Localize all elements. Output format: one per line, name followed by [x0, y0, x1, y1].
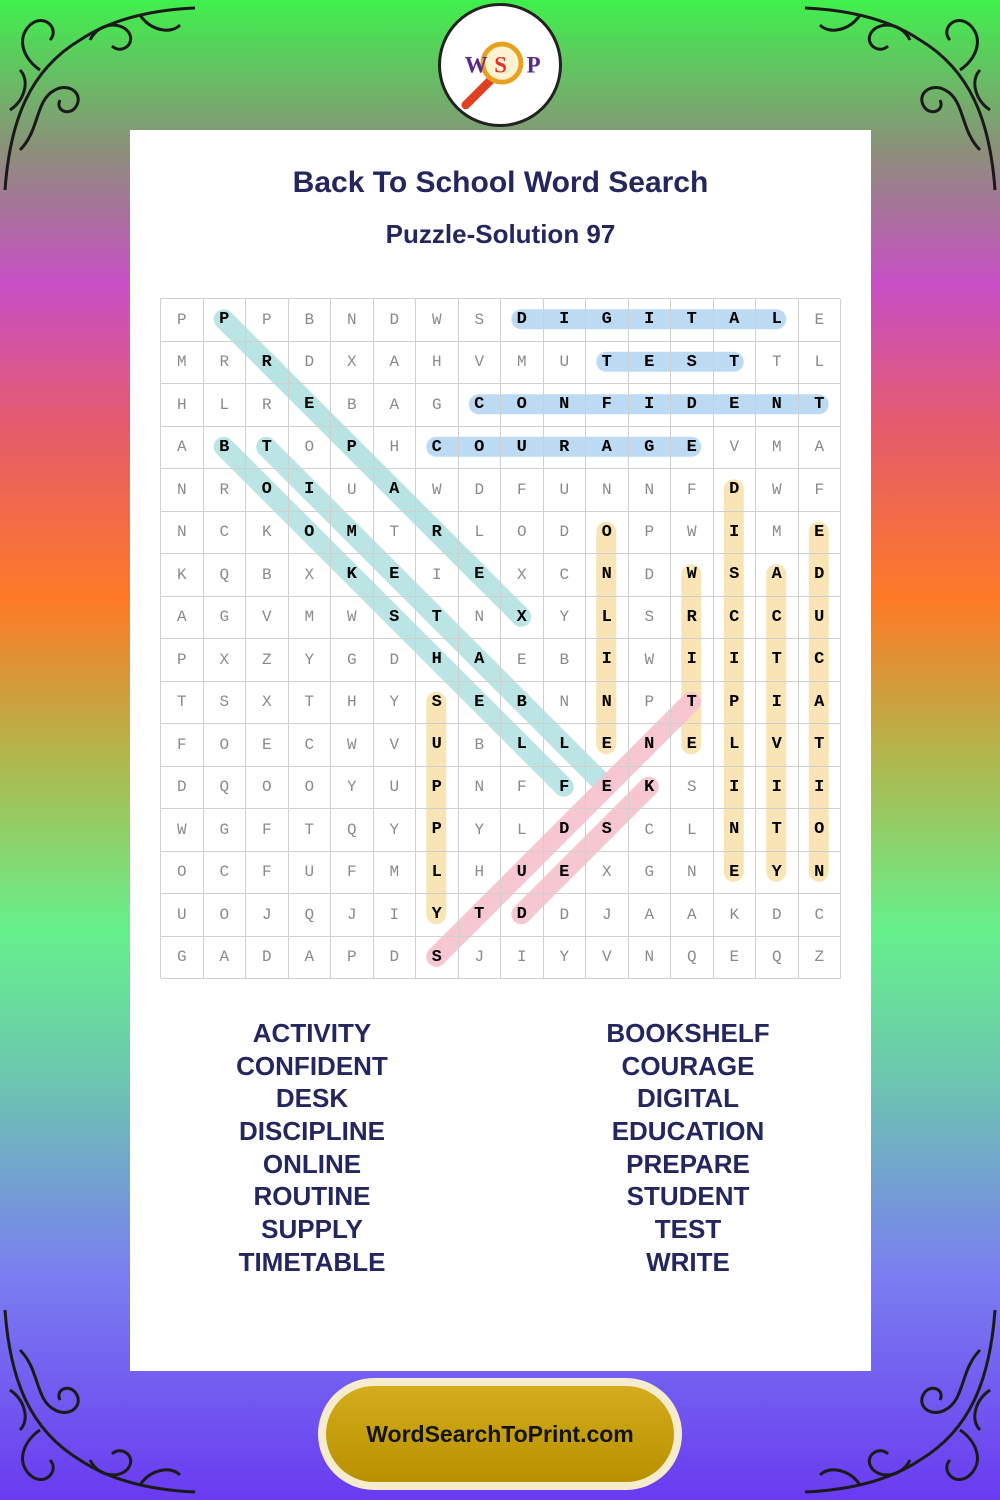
grid-cell[interactable]: L: [799, 342, 842, 385]
grid-cell[interactable]: S: [714, 554, 757, 597]
grid-cell[interactable]: E: [671, 427, 714, 470]
grid-cell[interactable]: R: [246, 384, 289, 427]
grid-cell[interactable]: X: [586, 852, 629, 895]
grid-cell[interactable]: K: [714, 894, 757, 937]
grid-cell[interactable]: V: [714, 427, 757, 470]
grid-cell[interactable]: P: [331, 937, 374, 980]
grid-cell[interactable]: O: [246, 767, 289, 810]
grid-cell[interactable]: Q: [289, 894, 332, 937]
grid-cell[interactable]: F: [246, 809, 289, 852]
grid-cell[interactable]: A: [756, 554, 799, 597]
grid-cell[interactable]: J: [459, 937, 502, 980]
grid-cell[interactable]: A: [289, 937, 332, 980]
word-list-item: TEST: [654, 1214, 722, 1245]
grid-cell[interactable]: C: [459, 384, 502, 427]
grid-cell[interactable]: X: [501, 554, 544, 597]
grid-cell[interactable]: Y: [544, 597, 587, 640]
grid-cell[interactable]: X: [204, 639, 247, 682]
grid-cell[interactable]: N: [714, 809, 757, 852]
grid-cell[interactable]: O: [204, 894, 247, 937]
grid-cell[interactable]: N: [586, 554, 629, 597]
grid-cell[interactable]: P: [161, 639, 204, 682]
grid-cell[interactable]: B: [544, 639, 587, 682]
grid-cell[interactable]: D: [459, 469, 502, 512]
grid-cell[interactable]: C: [204, 512, 247, 555]
grid-cell[interactable]: T: [799, 384, 842, 427]
grid-cell[interactable]: I: [289, 469, 332, 512]
word-search-grid-area: [160, 298, 840, 978]
word-list-item: BOOKSHELF: [606, 1018, 770, 1048]
grid-cell[interactable]: W: [161, 809, 204, 852]
grid-cell[interactable]: E: [459, 682, 502, 725]
website-button-label: WordSearchToPrint.com: [326, 1386, 674, 1482]
grid-cell[interactable]: I: [501, 937, 544, 980]
grid-cell[interactable]: Z: [246, 639, 289, 682]
word-list-left-column: [162, 1017, 462, 1279]
magnifier-logo-icon: [441, 6, 559, 124]
grid-cell[interactable]: I: [544, 299, 587, 342]
word-search-grid: [160, 298, 840, 978]
grid-cell[interactable]: N: [629, 469, 672, 512]
grid-cell[interactable]: M: [289, 597, 332, 640]
grid-cell[interactable]: K: [331, 554, 374, 597]
grid-cell[interactable]: P: [629, 682, 672, 725]
grid-cell[interactable]: S: [204, 682, 247, 725]
grid-cell[interactable]: P: [161, 299, 204, 342]
puzzle-title: Back To School Word Search: [292, 166, 709, 199]
grid-cell[interactable]: V: [246, 597, 289, 640]
grid-cell[interactable]: G: [629, 852, 672, 895]
grid-cell[interactable]: I: [714, 639, 757, 682]
grid-cell[interactable]: A: [586, 427, 629, 470]
grid-cell[interactable]: A: [204, 937, 247, 980]
grid-cell[interactable]: G: [161, 937, 204, 980]
word-list-item: TIMETABLE: [238, 1246, 386, 1277]
grid-cell[interactable]: V: [756, 724, 799, 767]
grid-cell[interactable]: E: [799, 299, 842, 342]
grid-cell[interactable]: I: [671, 639, 714, 682]
grid-cell[interactable]: D: [501, 299, 544, 342]
grid-cell[interactable]: G: [204, 597, 247, 640]
grid-cell[interactable]: A: [671, 894, 714, 937]
grid-cell[interactable]: N: [459, 767, 502, 810]
grid-cell[interactable]: I: [714, 512, 757, 555]
grid-cell[interactable]: I: [586, 639, 629, 682]
grid-cell[interactable]: U: [501, 852, 544, 895]
word-list-right-column: [538, 1017, 838, 1279]
grid-cell[interactable]: B: [289, 299, 332, 342]
grid-cell[interactable]: A: [161, 597, 204, 640]
grid-cell[interactable]: Y: [331, 767, 374, 810]
grid-cell[interactable]: R: [204, 342, 247, 385]
grid-cell[interactable]: C: [204, 852, 247, 895]
grid-cell[interactable]: F: [501, 469, 544, 512]
grid-cell[interactable]: D: [374, 937, 417, 980]
grid-cell[interactable]: H: [416, 639, 459, 682]
grid-cell[interactable]: U: [289, 852, 332, 895]
grid-cell[interactable]: T: [459, 894, 502, 937]
grid-cell[interactable]: L: [501, 724, 544, 767]
grid-cell[interactable]: T: [714, 342, 757, 385]
grid-cell[interactable]: N: [544, 384, 587, 427]
grid-cell[interactable]: T: [161, 682, 204, 725]
grid-cell[interactable]: F: [161, 724, 204, 767]
grid-cell[interactable]: R: [544, 427, 587, 470]
grid-cell[interactable]: W: [671, 554, 714, 597]
word-list-item: DIGITAL: [636, 1083, 740, 1114]
grid-cell[interactable]: X: [246, 682, 289, 725]
grid-cell[interactable]: T: [671, 682, 714, 725]
grid-cell[interactable]: O: [289, 767, 332, 810]
grid-cell[interactable]: A: [374, 384, 417, 427]
grid-cell[interactable]: P: [714, 682, 757, 725]
grid-cell[interactable]: D: [629, 554, 672, 597]
word-list-item: STUDENT: [626, 1181, 750, 1212]
grid-cell[interactable]: H: [331, 682, 374, 725]
grid-cell[interactable]: Q: [756, 937, 799, 980]
grid-cell[interactable]: N: [586, 682, 629, 725]
grid-cell[interactable]: Q: [331, 809, 374, 852]
grid-cell[interactable]: G: [586, 299, 629, 342]
grid-cell[interactable]: W: [671, 512, 714, 555]
grid-cell[interactable]: C: [416, 427, 459, 470]
grid-cell[interactable]: U: [501, 427, 544, 470]
grid-cell[interactable]: A: [161, 427, 204, 470]
grid-cell[interactable]: T: [756, 342, 799, 385]
grid-cell[interactable]: P: [204, 299, 247, 342]
word-list-item: ROUTINE: [253, 1181, 371, 1212]
grid-cell[interactable]: N: [459, 597, 502, 640]
grid-cell[interactable]: E: [714, 852, 757, 895]
grid-cell[interactable]: G: [416, 384, 459, 427]
grid-cell[interactable]: O: [289, 512, 332, 555]
word-list-item: DISCIPLINE: [239, 1116, 385, 1147]
grid-cell[interactable]: Y: [459, 809, 502, 852]
grid-cell[interactable]: X: [501, 597, 544, 640]
grid-cell[interactable]: W: [629, 639, 672, 682]
grid-cell[interactable]: U: [799, 597, 842, 640]
word-list-item: CONFIDENT: [236, 1050, 388, 1081]
grid-cell[interactable]: S: [629, 597, 672, 640]
grid-cell[interactable]: N: [629, 724, 672, 767]
grid-cell[interactable]: C: [289, 724, 332, 767]
grid-cell[interactable]: R: [416, 512, 459, 555]
grid-cell[interactable]: G: [629, 427, 672, 470]
grid-cell[interactable]: N: [161, 469, 204, 512]
grid-cell[interactable]: D: [374, 299, 417, 342]
logo-letter-p: P: [526, 52, 541, 78]
grid-cell[interactable]: V: [586, 937, 629, 980]
grid-cell[interactable]: C: [544, 554, 587, 597]
grid-cell[interactable]: F: [799, 469, 842, 512]
grid-cell[interactable]: O: [586, 512, 629, 555]
grid-cell[interactable]: I: [756, 767, 799, 810]
grid-cell[interactable]: M: [161, 342, 204, 385]
grid-cell[interactable]: E: [246, 724, 289, 767]
grid-cell[interactable]: E: [459, 554, 502, 597]
grid-cell[interactable]: N: [799, 852, 842, 895]
grid-cell[interactable]: K: [161, 554, 204, 597]
grid-cell[interactable]: D: [544, 809, 587, 852]
grid-cell[interactable]: A: [374, 469, 417, 512]
grid-cell[interactable]: U: [544, 342, 587, 385]
grid-cell[interactable]: D: [714, 469, 757, 512]
word-list-item: COURAGE: [621, 1050, 755, 1081]
word-list-item: WRITE: [646, 1246, 730, 1277]
grid-cell[interactable]: N: [756, 384, 799, 427]
grid-cell[interactable]: W: [756, 469, 799, 512]
grid-cell[interactable]: E: [714, 937, 757, 980]
grid-cell[interactable]: Q: [671, 937, 714, 980]
grid-cell[interactable]: H: [416, 342, 459, 385]
grid-cell[interactable]: B: [501, 682, 544, 725]
grid-cell[interactable]: F: [331, 852, 374, 895]
grid-cell[interactable]: S: [416, 682, 459, 725]
grid-cell[interactable]: M: [374, 852, 417, 895]
grid-cell[interactable]: L: [756, 299, 799, 342]
grid-cell[interactable]: E: [799, 512, 842, 555]
grid-cell[interactable]: O: [161, 852, 204, 895]
grid-cell[interactable]: Y: [756, 852, 799, 895]
grid-cell[interactable]: T: [246, 427, 289, 470]
grid-cell[interactable]: A: [799, 427, 842, 470]
grid-cell[interactable]: Y: [416, 894, 459, 937]
grid-cell[interactable]: Y: [374, 682, 417, 725]
grid-cell[interactable]: T: [756, 809, 799, 852]
grid-cell[interactable]: E: [629, 342, 672, 385]
grid-cell[interactable]: L: [416, 852, 459, 895]
grid-cell[interactable]: M: [756, 427, 799, 470]
grid-cell[interactable]: N: [586, 469, 629, 512]
grid-cell[interactable]: E: [374, 554, 417, 597]
grid-cell[interactable]: W: [331, 597, 374, 640]
grid-cell[interactable]: P: [246, 299, 289, 342]
grid-cell[interactable]: C: [756, 597, 799, 640]
grid-cell[interactable]: C: [714, 597, 757, 640]
grid-cell[interactable]: T: [289, 809, 332, 852]
grid-cell[interactable]: K: [629, 767, 672, 810]
grid-cell[interactable]: N: [671, 852, 714, 895]
puzzle-subtitle: Puzzle-Solution 97: [385, 219, 616, 249]
grid-cell[interactable]: L: [586, 597, 629, 640]
grid-cell[interactable]: D: [799, 554, 842, 597]
grid-cell[interactable]: U: [331, 469, 374, 512]
grid-cell[interactable]: O: [204, 724, 247, 767]
grid-cell[interactable]: E: [289, 384, 332, 427]
grid-cell[interactable]: A: [459, 639, 502, 682]
grid-cell[interactable]: A: [799, 682, 842, 725]
grid-cell[interactable]: N: [161, 512, 204, 555]
grid-cell[interactable]: L: [714, 724, 757, 767]
grid-cell[interactable]: P: [416, 809, 459, 852]
grid-cell[interactable]: L: [544, 724, 587, 767]
grid-cell[interactable]: I: [799, 767, 842, 810]
grid-cell[interactable]: W: [331, 724, 374, 767]
grid-cell[interactable]: D: [544, 512, 587, 555]
grid-cell[interactable]: S: [374, 597, 417, 640]
grid-cell[interactable]: G: [204, 809, 247, 852]
grid-cell[interactable]: I: [374, 894, 417, 937]
grid-cell[interactable]: E: [501, 639, 544, 682]
word-list-item: ONLINE: [262, 1148, 362, 1179]
grid-cell[interactable]: T: [586, 342, 629, 385]
grid-cell[interactable]: I: [756, 682, 799, 725]
grid-cell[interactable]: M: [501, 342, 544, 385]
grid-cell[interactable]: A: [714, 299, 757, 342]
grid-cell[interactable]: B: [331, 384, 374, 427]
grid-cell[interactable]: D: [246, 937, 289, 980]
logo-letter-w: W: [464, 52, 488, 78]
grid-cell[interactable]: D: [161, 767, 204, 810]
grid-cell[interactable]: D: [671, 384, 714, 427]
grid-cell[interactable]: P: [416, 767, 459, 810]
grid-cell[interactable]: E: [586, 767, 629, 810]
grid-cell[interactable]: A: [629, 894, 672, 937]
grid-cell[interactable]: Q: [204, 554, 247, 597]
grid-cell[interactable]: N: [544, 682, 587, 725]
grid-cell[interactable]: S: [671, 342, 714, 385]
grid-cell[interactable]: W: [416, 469, 459, 512]
grid-cell[interactable]: Y: [544, 937, 587, 980]
grid-cell[interactable]: Y: [374, 809, 417, 852]
grid-cell[interactable]: E: [586, 724, 629, 767]
grid-cell[interactable]: S: [671, 767, 714, 810]
grid-cell[interactable]: T: [374, 512, 417, 555]
grid-cell[interactable]: J: [246, 894, 289, 937]
grid-cell[interactable]: R: [204, 469, 247, 512]
grid-cell[interactable]: V: [374, 724, 417, 767]
grid-cell[interactable]: Z: [799, 937, 842, 980]
puzzle-panel: [130, 130, 871, 1371]
grid-cell[interactable]: T: [289, 682, 332, 725]
grid-cell[interactable]: O: [501, 512, 544, 555]
word-list-item: EDUCATION: [611, 1116, 765, 1147]
grid-cell[interactable]: L: [671, 809, 714, 852]
grid-cell[interactable]: C: [629, 809, 672, 852]
grid-cell[interactable]: R: [246, 342, 289, 385]
grid-cell[interactable]: S: [459, 299, 502, 342]
grid-cell[interactable]: Y: [289, 639, 332, 682]
grid-cell[interactable]: D: [374, 639, 417, 682]
grid-cell[interactable]: U: [161, 894, 204, 937]
grid-cell[interactable]: M: [331, 512, 374, 555]
grid-cell[interactable]: B: [246, 554, 289, 597]
grid-cell[interactable]: L: [459, 512, 502, 555]
grid-cell[interactable]: F: [544, 767, 587, 810]
grid-cell[interactable]: N: [629, 937, 672, 980]
grid-cell[interactable]: N: [331, 299, 374, 342]
grid-cell[interactable]: B: [459, 724, 502, 767]
word-list-item: SUPPLY: [261, 1214, 363, 1245]
grid-cell[interactable]: D: [756, 894, 799, 937]
grid-cell[interactable]: O: [459, 427, 502, 470]
grid-cell[interactable]: F: [671, 469, 714, 512]
grid-cell[interactable]: P: [629, 512, 672, 555]
grid-cell[interactable]: K: [246, 512, 289, 555]
grid-cell[interactable]: I: [629, 299, 672, 342]
grid-cell[interactable]: L: [501, 809, 544, 852]
grid-cell[interactable]: Q: [204, 767, 247, 810]
grid-cell[interactable]: F: [586, 384, 629, 427]
grid-cell[interactable]: R: [671, 597, 714, 640]
logo-letter-s: S: [494, 52, 507, 78]
grid-cell[interactable]: U: [416, 724, 459, 767]
grid-cell[interactable]: M: [756, 512, 799, 555]
word-list-item: ACTIVITY: [252, 1018, 372, 1048]
grid-cell[interactable]: U: [374, 767, 417, 810]
grid-cell[interactable]: T: [671, 299, 714, 342]
grid-cell[interactable]: L: [204, 384, 247, 427]
word-list-item: DESK: [275, 1083, 349, 1114]
grid-cell[interactable]: H: [374, 427, 417, 470]
grid-cell[interactable]: J: [586, 894, 629, 937]
grid-cell[interactable]: S: [416, 937, 459, 980]
grid-cell[interactable]: A: [374, 342, 417, 385]
grid-cell[interactable]: E: [671, 724, 714, 767]
website-button[interactable]: [318, 1378, 682, 1490]
grid-cell[interactable]: F: [501, 767, 544, 810]
grid-cell[interactable]: G: [331, 639, 374, 682]
grid-cell[interactable]: S: [586, 809, 629, 852]
grid-cell[interactable]: D: [501, 894, 544, 937]
grid-cell[interactable]: C: [799, 639, 842, 682]
grid-cell[interactable]: I: [629, 384, 672, 427]
wsp-logo[interactable]: [438, 3, 562, 127]
grid-cell[interactable]: I: [714, 767, 757, 810]
grid-cell[interactable]: D: [289, 342, 332, 385]
word-list-item: PREPARE: [626, 1148, 750, 1179]
grid-cell[interactable]: X: [331, 342, 374, 385]
grid-cell[interactable]: T: [416, 597, 459, 640]
grid-cell[interactable]: U: [544, 469, 587, 512]
grid-cell[interactable]: O: [246, 469, 289, 512]
grid-cell[interactable]: O: [501, 384, 544, 427]
grid-cell[interactable]: H: [161, 384, 204, 427]
grid-cell[interactable]: X: [289, 554, 332, 597]
grid-cell[interactable]: C: [799, 894, 842, 937]
grid-cell[interactable]: W: [416, 299, 459, 342]
grid-cell[interactable]: V: [459, 342, 502, 385]
grid-cell[interactable]: O: [799, 809, 842, 852]
grid-cell[interactable]: F: [246, 852, 289, 895]
grid-cell[interactable]: O: [289, 427, 332, 470]
grid-cell[interactable]: P: [331, 427, 374, 470]
grid-cell[interactable]: T: [799, 724, 842, 767]
grid-cell[interactable]: T: [756, 639, 799, 682]
grid-cell[interactable]: H: [459, 852, 502, 895]
grid-cell[interactable]: J: [331, 894, 374, 937]
grid-cell[interactable]: D: [544, 894, 587, 937]
grid-cell[interactable]: I: [416, 554, 459, 597]
grid-cell[interactable]: B: [204, 427, 247, 470]
grid-cell[interactable]: E: [714, 384, 757, 427]
grid-cell[interactable]: E: [544, 852, 587, 895]
